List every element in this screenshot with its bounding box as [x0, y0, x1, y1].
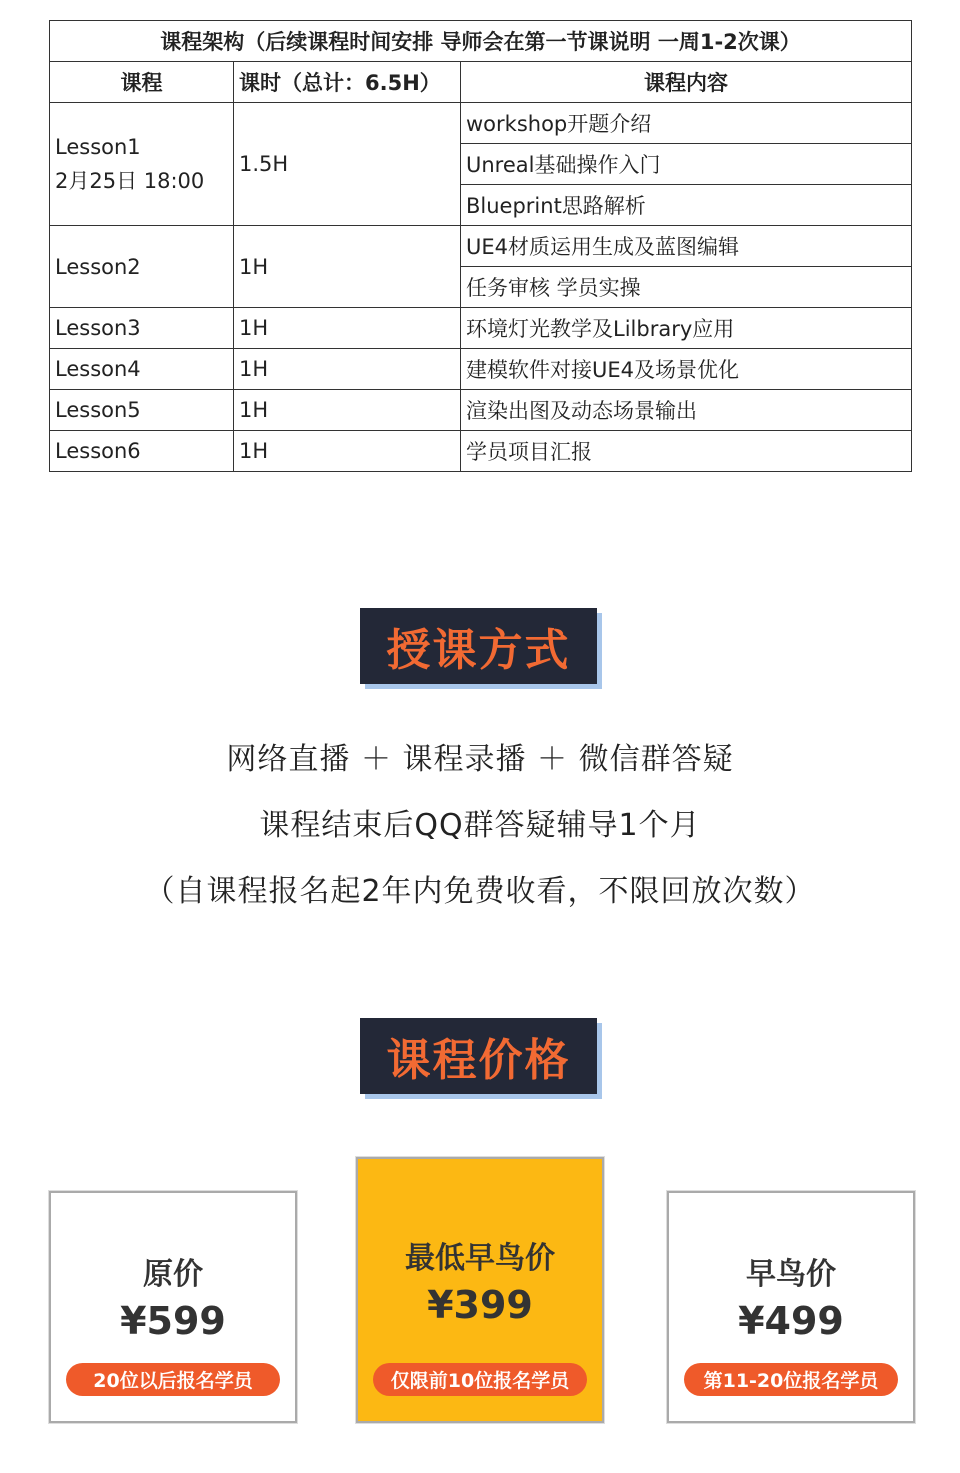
price-card-lowest-early-bird [356, 1157, 604, 1423]
column-header-course: 课程 [50, 62, 234, 103]
lesson-topic: 渲染出图及动态场景输出 [461, 390, 912, 431]
lesson-topic: workshop开题介绍 [461, 103, 912, 144]
lesson-1-cell [50, 103, 234, 226]
table-row [50, 308, 912, 349]
lesson-topic: Unreal基础操作入门 [461, 144, 912, 185]
price-amount: ¥499 [738, 1299, 844, 1343]
lesson-name: Lesson4 [50, 349, 234, 390]
lesson-hours: 1H [234, 349, 461, 390]
lesson-hours: 1.5H [234, 103, 461, 226]
course-schedule-table [49, 20, 912, 472]
table-header-row [50, 62, 912, 103]
lesson-name: Lesson1 [55, 135, 141, 159]
lesson-hours: 1H [234, 308, 461, 349]
lesson-name: Lesson5 [50, 390, 234, 431]
price-title: 最低早鸟价 [405, 1241, 555, 1276]
lesson-hours: 1H [234, 390, 461, 431]
lesson-name: Lesson3 [50, 308, 234, 349]
teaching-method-line: 网络直播 ＋ 课程录播 ＋ 微信群答疑 [226, 742, 734, 777]
teaching-method-heading: 授课方式 [360, 608, 597, 684]
lesson-topic: UE4材质运用生成及蓝图编辑 [461, 226, 912, 267]
table-row [50, 349, 912, 390]
lesson-name: Lesson6 [50, 431, 234, 472]
lesson-date: 2月25日 18:00 [55, 169, 205, 193]
column-header-hours: 课时（总计：6.5H） [234, 62, 461, 103]
lesson-topic: 学员项目汇报 [461, 431, 912, 472]
price-title: 早鸟价 [746, 1257, 836, 1292]
price-card-early-bird [667, 1191, 915, 1423]
price-amount: ¥399 [427, 1283, 533, 1327]
teaching-method-line: 课程结束后QQ群答疑辅导1个月 [259, 808, 701, 843]
table-row [50, 103, 912, 144]
lesson-hours: 1H [234, 226, 461, 308]
table-row [50, 226, 912, 267]
pricing-heading: 课程价格 [360, 1018, 597, 1094]
price-card-original [49, 1191, 297, 1423]
table-row [50, 390, 912, 431]
price-note-badge: 仅限前10位报名学员 [373, 1363, 587, 1396]
price-note-badge: 20位以后报名学员 [66, 1363, 280, 1396]
price-note-badge: 第11-20位报名学员 [684, 1363, 898, 1396]
teaching-method-line: （自课程报名起2年内免费收看，不限回放次数） [144, 874, 816, 909]
column-header-content: 课程内容 [461, 62, 912, 103]
lesson-topic: 建模软件对接UE4及场景优化 [461, 349, 912, 390]
table-row [50, 431, 912, 472]
lesson-topic: 环境灯光教学及Lilbrary应用 [461, 308, 912, 349]
lesson-topic: Blueprint思路解析 [461, 185, 912, 226]
lesson-hours: 1H [234, 431, 461, 472]
table-caption-row [50, 21, 912, 62]
lesson-topic: 任务审核 学员实操 [461, 267, 912, 308]
lesson-name: Lesson2 [50, 226, 234, 308]
price-amount: ¥599 [120, 1299, 226, 1343]
table-caption: 课程架构（后续课程时间安排 导师会在第一节课说明 一周1-2次课） [50, 21, 912, 62]
price-title: 原价 [143, 1257, 203, 1292]
